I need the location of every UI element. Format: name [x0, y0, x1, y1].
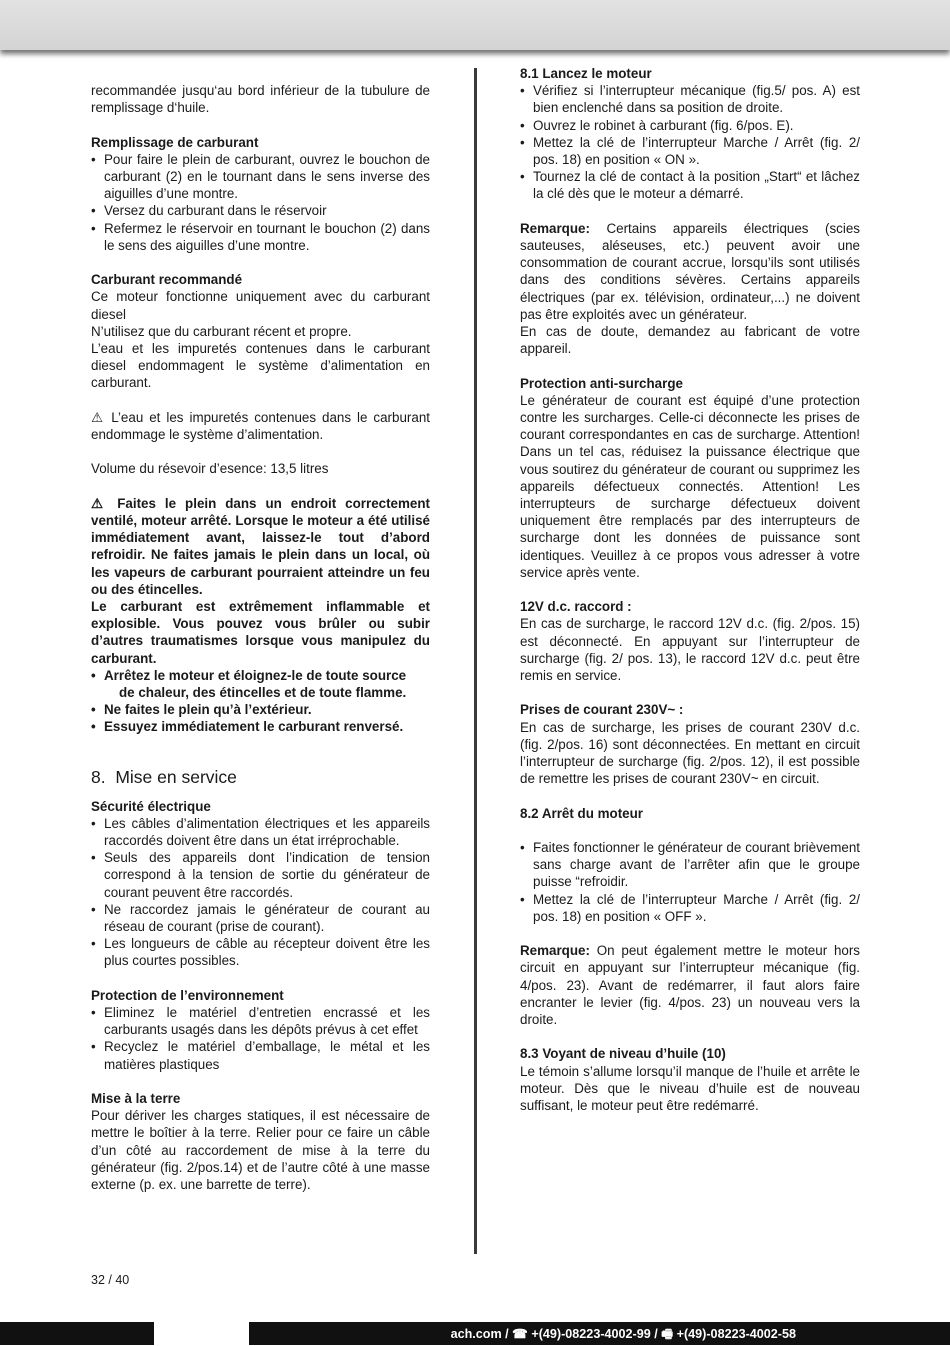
ac230-text: En cas de surcharge, les prises de courant 230V d.c. (fig. 2/pos. 16) sont déconnectées. En mettant en circuit l’interrupteur de surcharge (fig. 2/pos. 12), il est possible de remettre les prises de courant 230V~ en circuit. — [520, 719, 860, 787]
list-item: • Ne faites le plein qu’à l’extérieur. — [91, 701, 430, 718]
list-item: • Mettez la clé de l’interrupteur Marche / Arrêt (fig. 2/ pos. 18) en position « OFF ». — [520, 891, 860, 925]
list-item: • Tournez la clé de contact à la position „Start“ et lâchez la clé dès que le moteur a démarré. — [520, 168, 860, 202]
list-item: • Refermez le réservoir en tournant le bouchon (2) dans le sens des aiguilles d’une montre. — [91, 220, 430, 254]
oil-indicator-heading: 8.3 Voyant de niveau d’huile (10) — [520, 1046, 726, 1062]
list-item: • Vérifiez si l’interrupteur mécanique (fig.5/ pos. A) est bien enclenché dans sa position de droite. — [520, 82, 860, 116]
section-title: 8. Mise en service — [91, 766, 237, 787]
fuel-fill-list — [91, 151, 430, 254]
electrical-list — [91, 815, 430, 970]
fuel-rec-text-1: Ce moteur fonctionne uniquement avec du carburant diesel — [91, 289, 430, 322]
ac230-heading: Prises de courant 230V~ : — [520, 702, 684, 718]
warning-icon: ⚠ — [91, 409, 106, 425]
list-item: • Les longueurs de câble au récepteur doivent être les plus courtes possibles. — [91, 935, 430, 969]
column-divider — [474, 68, 477, 1254]
tank-volume: Volume du résevoir d’esence: 13,5 litres — [91, 461, 329, 477]
list-item: • Ne raccordez jamais le générateur de courant au réseau de courant (prise de courant). — [91, 901, 430, 935]
list-item: • Ouvrez le robinet à carburant (fig. 6/pos. E). — [520, 117, 860, 134]
list-item-continuation: de chaleur, des étincelles et de toute flamme. — [119, 685, 407, 701]
grounding-heading: Mise à la terre — [91, 1091, 181, 1107]
list-item: • Seuls des appareils dont l’indication de tension correspond à la tension de sortie du générateur de courant peuvent être raccordés. — [91, 849, 430, 901]
top-banner — [0, 0, 950, 50]
list-item: • Arrêtez le moteur et éloignez-le de toute source — [91, 667, 430, 684]
list-item: • Versez du carburant dans le réservoir — [91, 202, 430, 219]
environment-heading: Protection de l’environnement — [91, 987, 284, 1003]
fuel-fill-heading: Remplissage de carburant — [91, 134, 259, 150]
list-item: • Faites fonctionner le générateur de courant brièvement sans charge avant de l’arrêter afin que le groupe puisse “refroidir. — [520, 839, 860, 891]
safety-list — [91, 667, 430, 736]
environment-list — [91, 1004, 430, 1073]
remark-1-doubt: En cas de doute, demandez au fabricant de votre appareil. — [520, 324, 860, 357]
remark-1: Remarque: Certains appareils électriques (scies sauteuses, aléseuses, etc.) peuvent avoir une consommation de courant accrue, lorsqu’ils sont utilisés dans des conditions sévères. Certains appareils électriques (par ex. télévision, ordinateur,...) ne doivent pas être exploités avec un générateur. — [520, 220, 860, 322]
list-item: • Pour faire le plein de carburant, ouvrez le bouchon de carburant (2) en le tournant dans le sens inverse des aiguilles d’une montre. — [91, 151, 430, 203]
warning-icon: ⚠ — [91, 495, 109, 511]
fuel-rec-text-3: L’eau et les impuretés contenues dans le carburant diesel endommagent le système d’alimentation en carburant. — [91, 341, 430, 391]
warning-refuel: ⚠ Faites le plein dans un endroit correctement ventilé, moteur arrêté. Lorsque le moteur a été utilisé immédiatement avant, laissez-le tout d’abord refroidir. Ne faites jamais le plein dans un local, où les vapeurs de carburant pourraient atteindre un feu ou des étincelles. — [91, 495, 430, 597]
list-item: • Essuyez immédiatement le carburant renversé. — [91, 718, 430, 735]
footer-gap — [154, 1322, 249, 1345]
warning-water: ⚠ L’eau et les impuretés contenues dans le carburant endommage le système d’alimentation. — [91, 409, 430, 443]
dc12-heading: 12V d.c. raccord : — [520, 599, 632, 615]
dc12-text: En cas de surcharge, le raccord 12V d.c. (fig. 2/pos. 15) est déconnecté. En appuyant sur l’interrupteur de surcharge (fig. 2/ pos. 13), le raccord 12V d.c. peut être remis en service. — [520, 616, 860, 684]
overload-heading: Protection anti-surcharge — [520, 375, 683, 391]
stop-engine-heading: 8.2 Arrêt du moteur — [520, 805, 644, 821]
list-item: • Mettez la clé de l’interrupteur Marche / Arrêt (fig. 2/ pos. 18) en position « ON ». — [520, 134, 860, 168]
fuel-recommended-heading: Carburant recommandé — [91, 272, 243, 288]
footer-contact: ach.com / ☎ +(49)-08223-4002-99 / 🖷 +(49)-08223-4002-58 — [450, 1327, 796, 1341]
list-item: • Les câbles d’alimentation électriques et les appareils raccordés doivent être dans un état irréprochable. — [91, 815, 430, 849]
start-engine-list — [520, 82, 860, 202]
intro-text: recommandée jusqu‘au bord inférieur de la tubulure de remplissage d‘huile. — [91, 83, 430, 116]
start-engine-heading: 8.1 Lancez le moteur — [520, 66, 652, 81]
footer-bar — [0, 1322, 950, 1345]
warning-flammable: Le carburant est extrêmement inflammable et explosible. Vous pouvez vous brûler ou subir d’autres traumatismes lorsque vous manipulez du carburant. — [91, 599, 430, 666]
list-item: • Eliminez le matériel d’entretien encrassé et les carburants usagés dans les dépôts prévus à cet effet — [91, 1004, 430, 1038]
electrical-safety-heading: Sécurité électrique — [91, 798, 211, 814]
stop-engine-list — [520, 839, 860, 925]
list-item: • Recyclez le matériel d’emballage, le métal et les matières plastiques — [91, 1038, 430, 1072]
oil-indicator-text: Le témoin s’allume lorsqu’il manque de l’huile et arrête le moteur. Dès que le niveau d’huile est de nouveau suffisant, le moteur peut être redémarré. — [520, 1063, 860, 1114]
remark-2: Remarque: On peut également mettre le moteur hors circuit en appuyant sur l’interrupteur mécanique (fig. 4/pos. 23). Avant de redémarrer, il faut alors faire encranter le levier (fig. 4/pos. 23) un nouveau vers la droite. — [520, 943, 860, 1028]
overload-text: Le générateur de courant est équipé d’une protection contre les surcharges. Celle-ci déconnecte les prises de courant correspondantes en cas de surcharge. Attention! Dans un tel cas, réduisez la puissance électrique que vous soutirez du générateur de courant ou supprimez les appareils défectueux connectés. Attention! Les interrupteurs de surcharge défectueux doivent uniquement être remplacés par des interrupteurs de surcharge dont les données de puissance sont identiques. Veuillez à ce propos vous adresser à votre service après vente. — [520, 392, 860, 580]
right-column — [520, 65, 860, 1114]
grounding-text: Pour dériver les charges statiques, il est nécessaire de mettre le boîtier à la terre. Relier pour ce faire un câble d’un côté au raccordement de mise à la terre du générateur (fig. 2/pos.14) et de l’autre côté à une masse externe (p. ex. une barrette de terre). — [91, 1108, 430, 1193]
left-column — [91, 82, 430, 1193]
page-number: 32 / 40 — [91, 1273, 130, 1287]
fuel-rec-text-2: N’utilisez que du carburant récent et propre. — [91, 323, 352, 339]
